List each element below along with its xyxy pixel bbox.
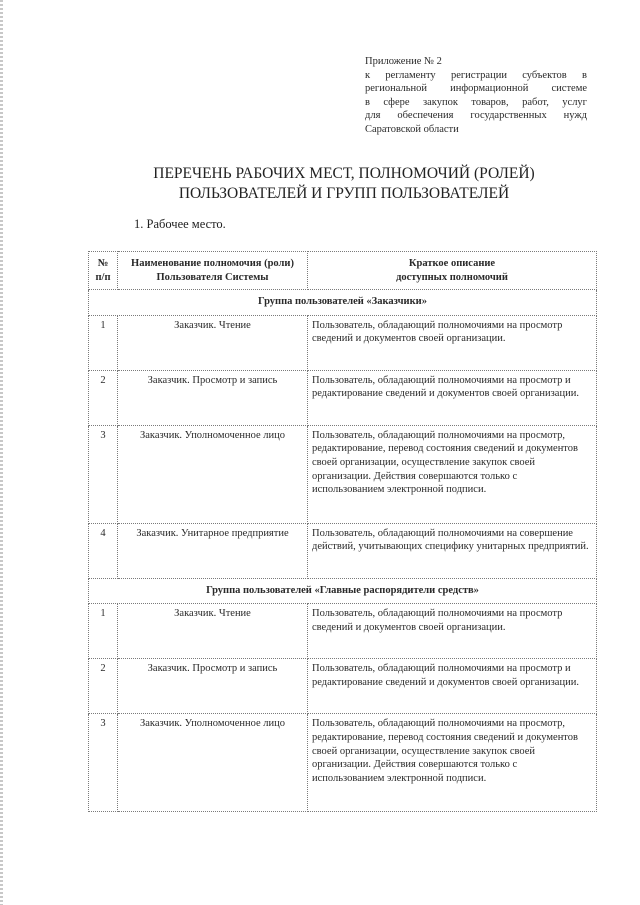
row-role-name: Заказчик. Унитарное предприятие	[118, 523, 308, 578]
row-number: 1	[89, 315, 118, 370]
table-row	[89, 370, 597, 425]
appendix-line: региональной информационной системе	[365, 83, 587, 95]
appendix-number: Приложение № 2	[365, 56, 442, 67]
roles-table	[88, 251, 597, 812]
table-header-row	[89, 252, 597, 290]
row-number: 3	[89, 714, 118, 812]
document-title	[60, 164, 628, 204]
row-number: 3	[89, 425, 118, 523]
row-role-name: Заказчик. Просмотр и запись	[118, 370, 308, 425]
table-row	[89, 315, 597, 370]
row-description: Пользователь, обладающий полномочиями на просмотр и редактирование сведений и документов своей организации.	[308, 659, 597, 714]
row-description: Пользователь, обладающий полномочиями на просмотр, редактирование, перевод состояния сведений и документов своей организации, осуществление закупок своей организации. Действия совершаются только с использованием электронной подписи.	[308, 714, 597, 812]
table-row	[89, 714, 597, 812]
row-number: 4	[89, 523, 118, 578]
group-title: Группа пользователей «Главные распорядители средств»	[89, 578, 597, 604]
document-title-line: ПОЛЬЗОВАТЕЛЕЙ И ГРУПП ПОЛЬЗОВАТЕЛЕЙ	[178, 185, 510, 202]
appendix-line: Саратовской области	[365, 123, 459, 135]
table-row	[89, 523, 597, 578]
appendix-line: для обеспечения государственных нужд	[365, 110, 587, 122]
document-title-line: ПЕРЕЧЕНЬ РАБОЧИХ МЕСТ, ПОЛНОМОЧИЙ (РОЛЕЙ)	[153, 165, 535, 182]
row-description: Пользователь, обладающий полномочиями на просмотр сведений и документов своей организации.	[308, 604, 597, 659]
table-row	[89, 659, 597, 714]
row-description: Пользователь, обладающий полномочиями на просмотр, редактирование, перевод состояния сведений и документов своей организации, осуществление закупок своей организации. Действия совершаются только с использованием электронной подписи.	[308, 425, 597, 523]
header-num: № п/п	[89, 252, 118, 290]
table-row	[89, 425, 597, 523]
row-role-name: Заказчик. Уполномоченное лицо	[118, 714, 308, 812]
group-row	[89, 290, 597, 316]
page-edge-border	[0, 0, 3, 905]
header-description	[308, 252, 597, 290]
row-role-name: Заказчик. Чтение	[118, 604, 308, 659]
section-heading: 1. Рабочее место.	[134, 217, 226, 231]
group-title: Группа пользователей «Заказчики»	[89, 290, 597, 316]
row-number: 2	[89, 659, 118, 714]
row-role-name: Заказчик. Чтение	[118, 315, 308, 370]
row-role-name: Заказчик. Уполномоченное лицо	[118, 425, 308, 523]
row-description: Пользователь, обладающий полномочиями на просмотр сведений и документов своей организации.	[308, 315, 597, 370]
group-row	[89, 578, 597, 604]
row-description: Пользователь, обладающий полномочиями на совершение действий, учитывающих специфику унитарных предприятий.	[308, 523, 597, 578]
header-description-line: доступных полномочий	[396, 271, 508, 283]
row-description: Пользователь, обладающий полномочиями на просмотр и редактирование сведений и документов своей организации.	[308, 370, 597, 425]
appendix-line: к регламенту регистрации субъектов в	[365, 69, 587, 81]
appendix-note	[365, 55, 587, 137]
header-description-line: Краткое описание	[408, 258, 496, 269]
row-number: 2	[89, 370, 118, 425]
row-number: 1	[89, 604, 118, 659]
table-row	[89, 604, 597, 659]
appendix-line: в сфере закупок товаров, работ, услуг	[365, 96, 587, 108]
row-role-name: Заказчик. Просмотр и запись	[118, 659, 308, 714]
header-name: Наименование полномочия (роли) Пользователя Системы	[118, 252, 308, 290]
